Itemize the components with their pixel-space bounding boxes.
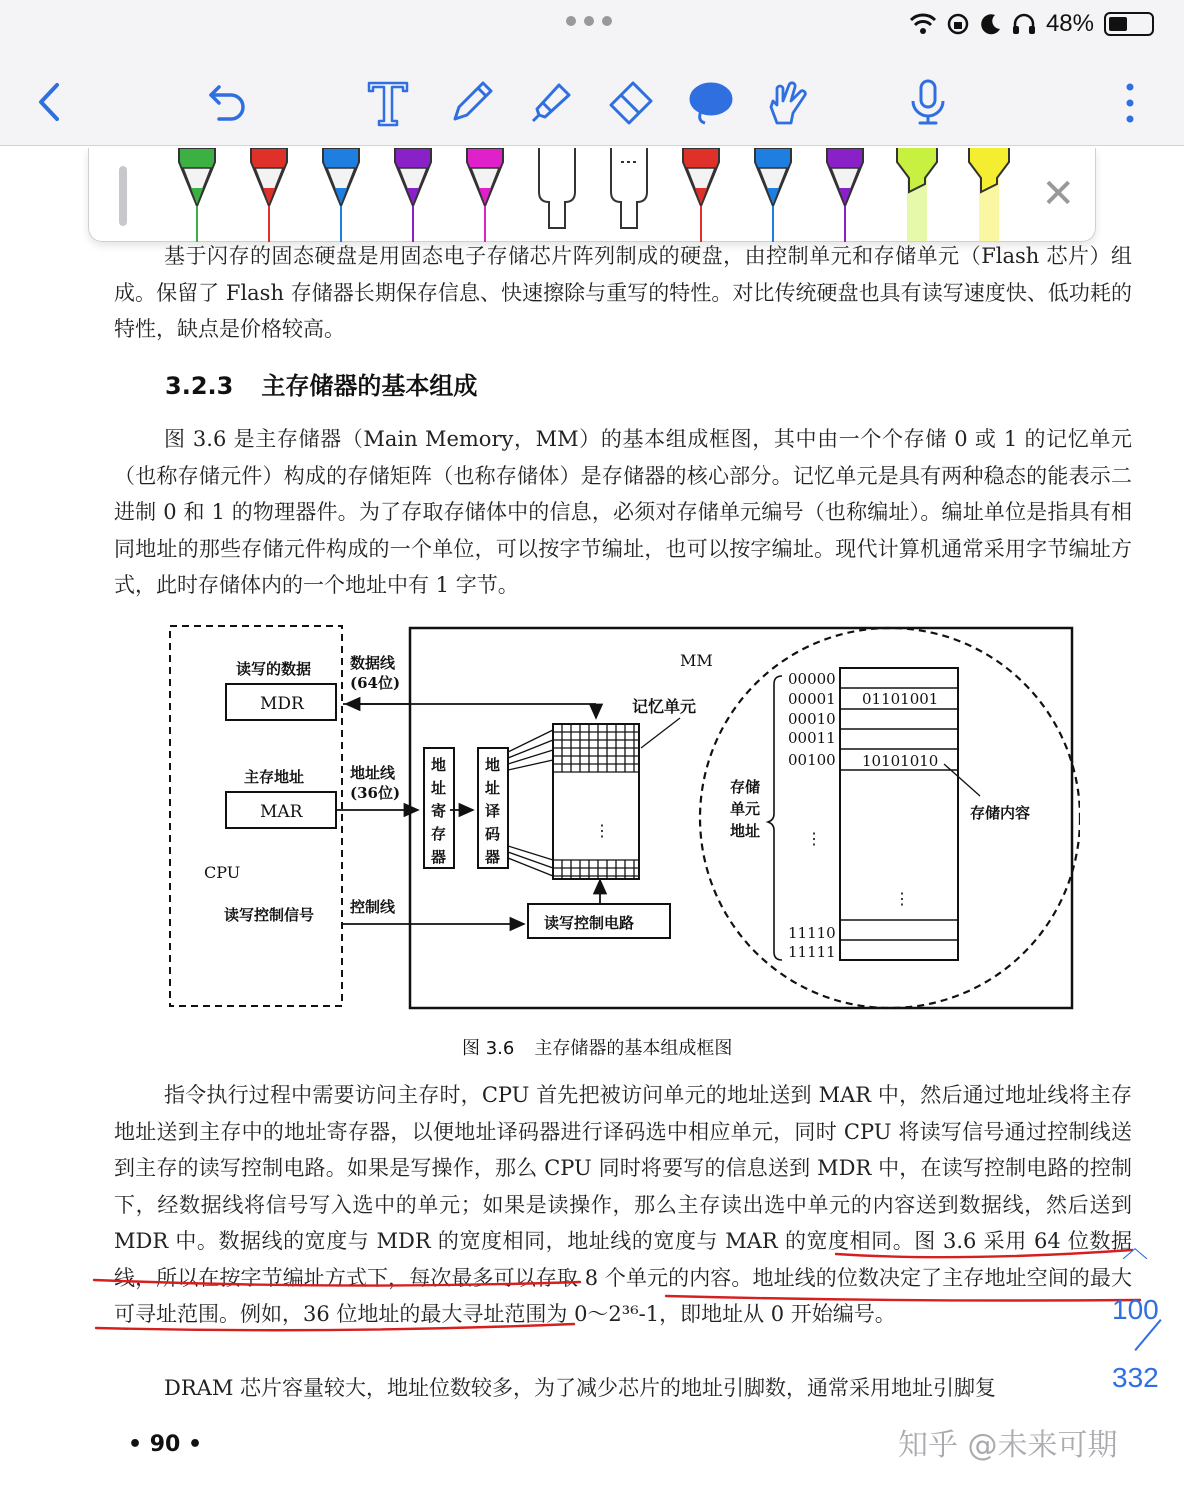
- pen-icon: [675, 148, 727, 242]
- scroll-up-button[interactable]: ︿: [1122, 1233, 1149, 1263]
- access-process-underlined: 数据线的宽度与 MDR 的宽度相同，地址线的宽度与 MAR 的宽度相同。图 3.6 采用 64 位数据线，所以在按字节编址方式下，每次最多可以存取 8 个单元的内容。地址线的位数决定了主存地址空间的最大可寻址范围。例如，36 位地址的最大寻址范围为 0～2³⁶-1，即地址从 0 开始编号。: [114, 1229, 1133, 1326]
- main-addr-label: 主存地址: [244, 768, 305, 786]
- battery-percent: 48%: [1045, 10, 1094, 37]
- palette-grip-handle[interactable]: [119, 166, 127, 226]
- section-number: 3.2.3: [165, 372, 234, 400]
- pen-4[interactable]: [387, 148, 439, 242]
- rw-data-label: 读写的数据: [236, 660, 312, 678]
- watermark: 知乎 @未来可期: [898, 1428, 1118, 1463]
- value-cell-1: 01101001: [862, 690, 939, 708]
- rw-circuit-label: 读写控制电路: [544, 914, 635, 932]
- mm-label: MM: [680, 651, 713, 670]
- table-dots: ⋮: [894, 889, 910, 908]
- figure-title: 主存储器的基本组成框图: [534, 1038, 733, 1059]
- data-line-label: 数据线: [350, 654, 396, 672]
- matrix-dots: ⋮: [594, 821, 610, 840]
- highlighter-12[interactable]: [963, 148, 1015, 242]
- addr-decoder-label: 地址译码器: [485, 756, 501, 866]
- mar-label: MAR: [260, 802, 303, 822]
- ctrl-line-label: 控制线: [350, 898, 396, 916]
- addr-register-label: 地址寄存器: [431, 756, 447, 866]
- highlighter-icon: [891, 148, 943, 242]
- highlighter-11[interactable]: [891, 148, 943, 242]
- mdr-label: MDR: [260, 694, 304, 714]
- pen-icon: [603, 148, 655, 242]
- cpu-label: CPU: [204, 863, 241, 882]
- unit-address-label: 存储单元地址: [730, 778, 761, 840]
- pen-2[interactable]: [243, 148, 295, 242]
- page-indicator[interactable]: [1112, 1228, 1176, 1404]
- value-cell-2: 10101010: [862, 752, 939, 770]
- total-pages: 332: [1112, 1362, 1159, 1393]
- pen-palette: [88, 148, 1096, 242]
- page-number: • 90 •: [128, 1432, 203, 1457]
- addr-line-label: 地址线: [350, 764, 396, 782]
- access-process-text: 指令执行过程中需要访问主存时，CPU 首先把被访问单元的地址送到 MAR 中，然后通过地址线将主存地址送到主存中的地址寄存器，以便地址译码器进行译码选中相应单元，同时 CPU 将读写信号通过控制线送到主存的读写控制电路。如果是写操作，那么 CPU 同时将要写的信息送到 MDR 中，在读写控制电路的控制下，经数据线将信号写入选中的单元；如果是读操作，那么主存读出选中单元的内容送到数据线，然后送到 MDR 中。: [114, 1083, 1132, 1253]
- pen-icon: [171, 148, 223, 242]
- content-label: 存储内容: [970, 804, 1031, 822]
- pen-3[interactable]: [315, 148, 367, 242]
- figure-label: 图 3.6: [462, 1038, 515, 1059]
- palette-close-button[interactable]: ✕: [1041, 171, 1075, 217]
- pen-icon: [819, 148, 871, 242]
- addr-line-width: (36位): [350, 784, 401, 802]
- rw-signal-label: 读写控制信号: [224, 906, 315, 924]
- pen-icon: [243, 148, 295, 242]
- pen-icon: [387, 148, 439, 242]
- memory-cell-label: 记忆单元: [632, 697, 697, 716]
- pen-6[interactable]: [531, 148, 583, 242]
- pen-icon: [459, 148, 511, 242]
- pen-9[interactable]: [747, 148, 799, 242]
- paragraph-dram: DRAM 芯片容量较大，地址位数较多，为了减少芯片的地址引脚数，通常采用地址引脚复: [164, 1376, 996, 1400]
- highlighter-icon: [963, 148, 1015, 242]
- data-line-width: (64位): [350, 674, 401, 692]
- section-title: 主存储器的基本组成: [261, 372, 478, 400]
- pen-7[interactable]: [603, 148, 655, 242]
- address-dots: ⋮: [806, 829, 822, 848]
- paragraph-main-memory: 图 3.6 是主存储器（Main Memory，MM）的基本组成框图，其中由一个个存储 0 或 1 的记忆单元（也称存储元件）构成的存储矩阵（也称存储体）是存储器的核心部分。记忆单元是具有两种稳态的能表示二进制 0 和 1 的物理器件。为了存取存储体中的信息，必须对存储单元编号（也称编址）。编址单位是指具有相同地址的那些存储元件构成的一个单位，可以按字节编址，也可以按字编址。现代计算机通常采用字节编址方式，此时存储体内的一个地址中有 1 字节。: [114, 427, 1133, 597]
- pen-icon: [747, 148, 799, 242]
- paragraph-ssd: 基于闪存的固态硬盘是用固态电子存储芯片阵列制成的硬盘，由控制单元和存储单元（Flash 芯片）组成。保留了 Flash 存储器长期保存信息、快速擦除与重写的特性。对比传统硬盘也具有读写速度快、低功耗的特性，缺点是价格较高。: [114, 244, 1132, 341]
- pen-10[interactable]: [819, 148, 871, 242]
- address-list: 00000 00001 00010 00011 00100 11110 11111: [788, 670, 836, 961]
- pen-5[interactable]: [459, 148, 511, 242]
- pen-8[interactable]: [675, 148, 727, 242]
- pen-icon: [531, 148, 583, 242]
- pen-1[interactable]: [171, 148, 223, 242]
- current-page: 100: [1112, 1294, 1159, 1325]
- pen-icon: [315, 148, 367, 242]
